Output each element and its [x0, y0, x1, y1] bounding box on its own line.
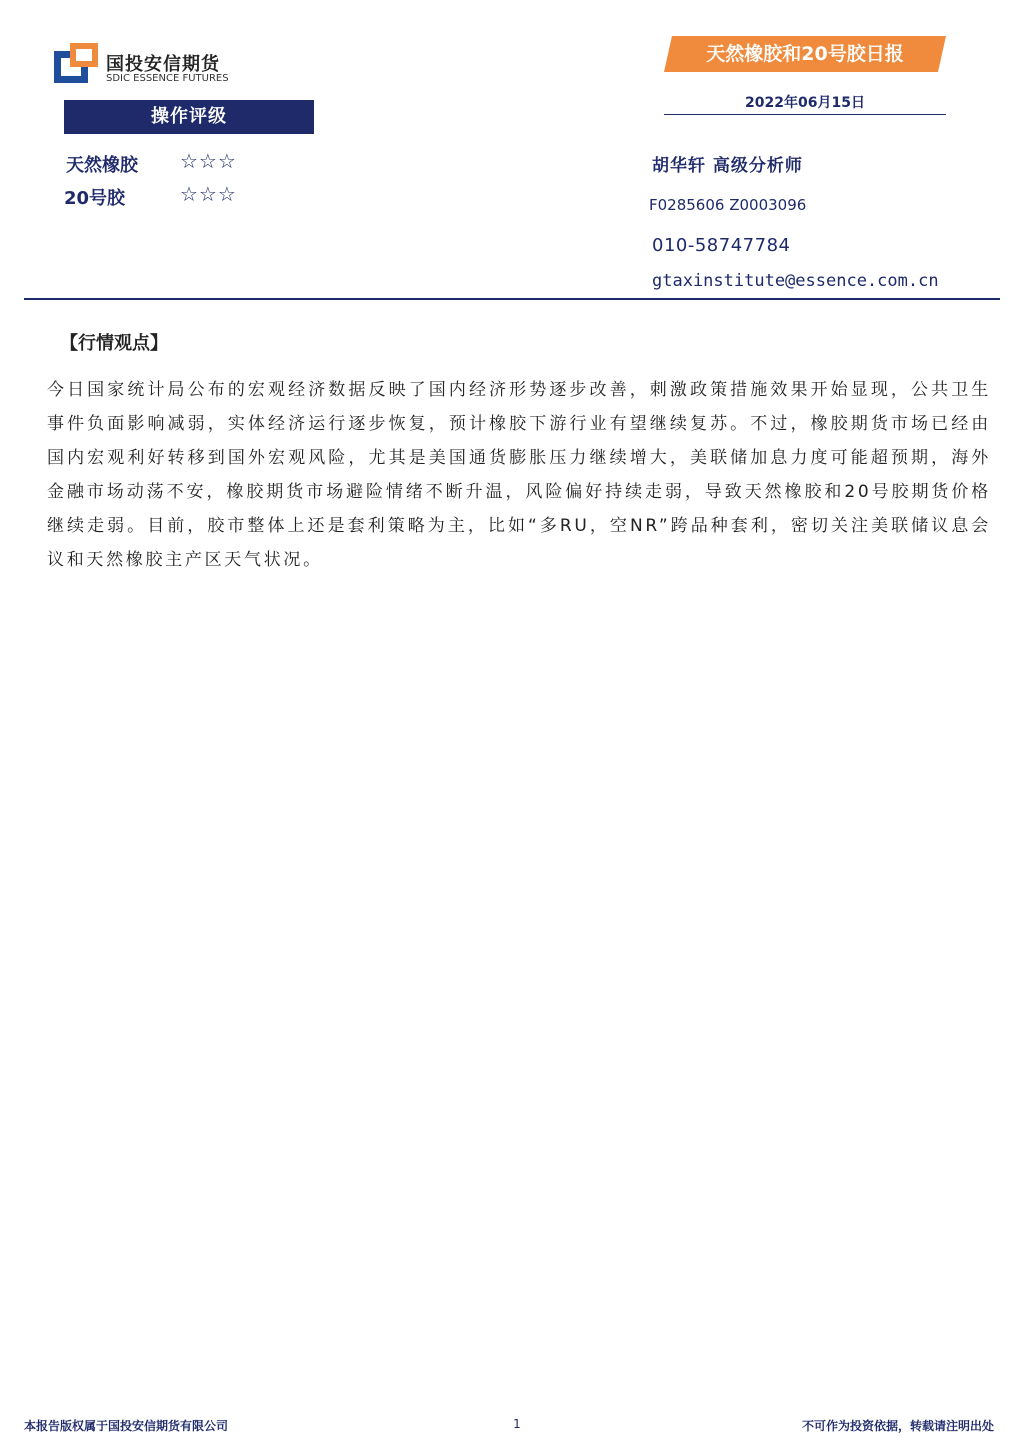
- company-name-cn: 国投安信期货: [106, 54, 220, 75]
- analyst-license: F0285606 Z0003096: [649, 196, 807, 214]
- report-title: 天然橡胶和20号胶日报: [706, 43, 904, 65]
- company-name-en: SDIC ESSENCE FUTURES: [106, 73, 229, 84]
- analyst-name: 胡华轩 高级分析师: [652, 156, 803, 176]
- date-underline: [664, 114, 946, 115]
- analyst-email[interactable]: gtaxinstitute@essence.com.cn: [652, 271, 939, 291]
- footer-disclaimer: 不可作为投资依据，转载请注明出处: [801, 1419, 994, 1433]
- analyst-phone: 010-58747784: [652, 235, 791, 256]
- report-date: 2022年06月15日: [745, 95, 865, 111]
- footer-copyright: 本报告版权属于国投安信期货有限公司: [24, 1419, 229, 1433]
- rating-stars-tsr20: ☆☆☆: [180, 182, 237, 206]
- page-number: 1: [513, 1417, 521, 1431]
- rating-label-natural-rubber: 天然橡胶: [66, 155, 138, 176]
- rating-stars-natural-rubber: ☆☆☆: [180, 149, 237, 173]
- market-view-paragraph: 今日国家统计局公布的宏观经济数据反映了国内经济形势逐步改善，刺激政策措施效果开始显现，公共卫生事件负面影响减弱，实体经济运行逐步恢复，预计橡胶下游行业有望继续复苏。不过，橡胶期货市场已经由国内宏观利好转移到国外宏观风险，尤其是美国通货膨胀压力继续增大，美联储加息力度可能超预期，海外金融市场动荡不安，橡胶期货市场避险情绪不断升温，风险偏好持续走弱，导致天然橡胶和20号胶期货价格继续走弱。目前，胶市整体上还是套利策略为主，比如“多RU，空NR”跨品种套利，密切关注美联储议息会议和天然橡胶主产区天气状况。: [47, 380, 991, 570]
- company-logo-icon: [54, 43, 98, 83]
- rating-label-tsr20: 20号胶: [64, 188, 126, 209]
- rating-header: 操作评级: [64, 100, 314, 134]
- section-heading: 【行情观点】: [60, 333, 168, 354]
- header-divider: [24, 298, 1000, 300]
